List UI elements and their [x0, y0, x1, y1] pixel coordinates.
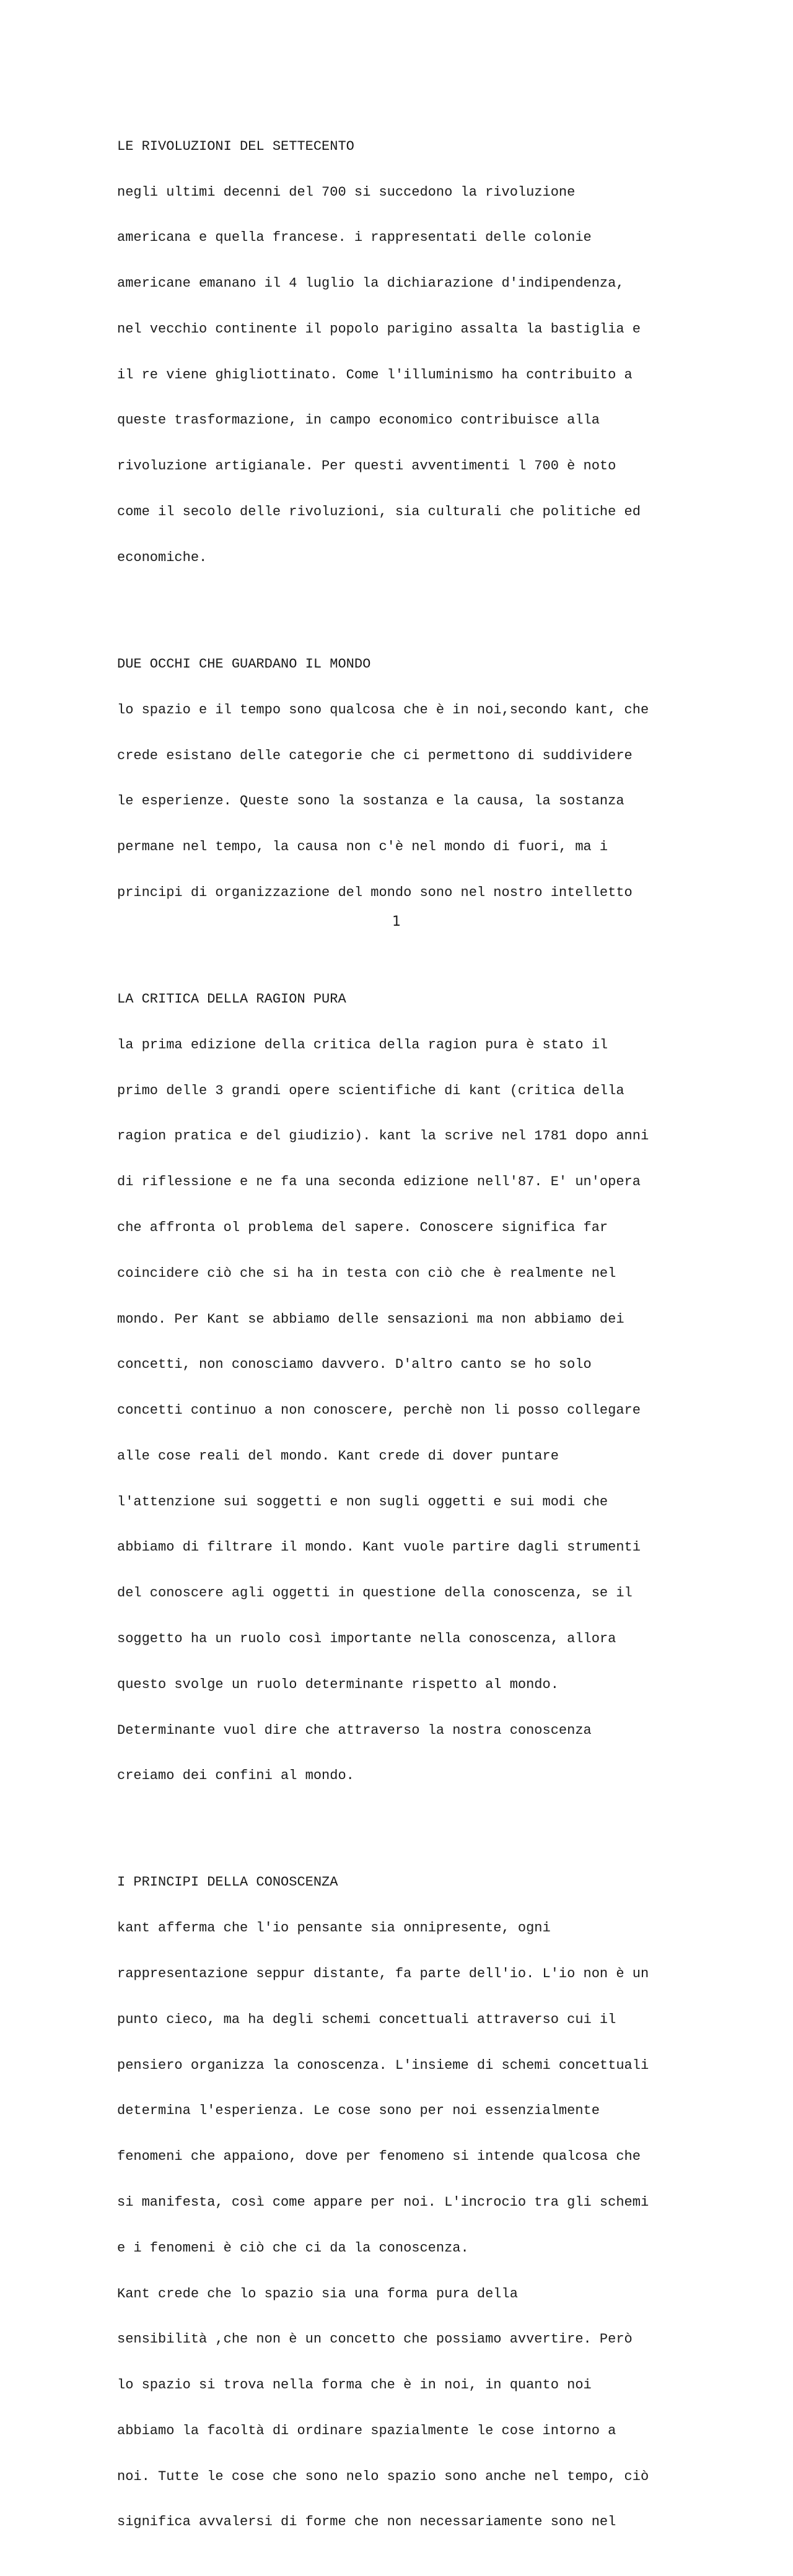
text-line: determina l'esperienza. Le cose sono per noi essenzialmente — [117, 2103, 600, 2119]
paragraph-spacer — [117, 931, 737, 947]
text-line: rivoluzione artigianale. Per questi avventimenti l 700 è noto — [117, 458, 616, 474]
text-line: principi di organizzazione del mondo sono nel nostro intelletto — [117, 884, 633, 900]
section-heading: DUE OCCHI CHE GUARDANO IL MONDO — [117, 656, 371, 672]
text-line: le esperienze. Queste sono la sostanza e la causa, la sostanza — [117, 793, 624, 809]
text-line: queste trasformazione, in campo economico contribuisce alla — [117, 412, 600, 429]
text-line: abbiamo la facoltà di ordinare spazialmente le cose intorno a — [117, 2422, 616, 2439]
text-line: Determinante vuol dire che attraverso la nostra conoscenza — [117, 1722, 592, 1738]
text-line: l'attenzione sui soggetti e non sugli oggetti e sui modi che — [117, 1494, 608, 1510]
text-line: concetti continuo a non conoscere, perchè non li posso collegare — [117, 1403, 641, 1419]
page-number: 1 — [392, 914, 401, 929]
text-line: la prima edizione della critica della ragion pura è stato il — [117, 1037, 608, 1053]
text-line: significa avvalersi di forme che non necessariamente sono nel — [117, 2514, 616, 2530]
section-heading: I PRINCIPI DELLA CONOSCENZA — [117, 1874, 338, 1891]
text-line: il re viene ghigliottinato. Come l'illuminismo ha contribuito a — [117, 367, 633, 383]
text-line: ragion pratica e del giudizio). kant la scrive nel 1781 dopo anni — [117, 1128, 649, 1144]
text-line: americana e quella francese. i rappresentati delle colonie — [117, 230, 592, 246]
text-line: pensiero organizza la conoscenza. L'insieme di schemi concettuali — [117, 2057, 649, 2073]
text-line: noi. Tutte le cose che sono nelo spazio sono anche nel tempo, ciò — [117, 2468, 649, 2484]
text-line: sensibilità ,che non è un concetto che possiamo avvertire. Però — [117, 2331, 633, 2348]
text-line: questo svolge un ruolo determinante rispetto al mondo. — [117, 1676, 559, 1692]
text-line: lo spazio si trova nella forma che è in noi, in quanto noi — [117, 2377, 592, 2393]
text-line: soggetto ha un ruolo così importante nella conoscenza, allora — [117, 1630, 616, 1647]
text-line: abbiamo di filtrare il mondo. Kant vuole partire dagli strumenti — [117, 1539, 641, 1556]
text-line: concetti, non conosciamo davvero. D'altro canto se ho solo — [117, 1357, 592, 1373]
text-line: economiche. — [117, 549, 208, 565]
paragraph-spacer — [117, 596, 737, 612]
text-line: si manifesta, così come appare per noi. L'incrocio tra gli schemi — [117, 2194, 649, 2210]
text-line: creiamo dei confini al mondo. — [117, 1768, 354, 1784]
text-line: nel vecchio continente il popolo parigino assalta la bastiglia e — [117, 321, 641, 337]
section-heading: LA CRITICA DELLA RAGION PURA — [117, 991, 346, 1007]
text-line: punto cieco, ma ha degli schemi concettuali attraverso cui il — [117, 2011, 616, 2027]
text-line: fenomeni che appaiono, dove per fenomeno si intende qualcosa che — [117, 2149, 641, 2165]
text-line: primo delle 3 grandi opere scientifiche di kant (critica della — [117, 1082, 624, 1099]
text-line: che affronta ol problema del sapere. Conoscere significa far — [117, 1219, 608, 1235]
text-line: coincidere ciò che si ha in testa con ciò che è realmente nel — [117, 1265, 616, 1281]
paragraph-spacer — [117, 1814, 737, 1830]
text-line: negli ultimi decenni del 700 si succedono la rivoluzione — [117, 184, 576, 200]
text-line: americane emanano il 4 luglio la dichiarazione d'indipendenza, — [117, 276, 624, 292]
text-line: alle cose reali del mondo. Kant crede di dover puntare — [117, 1448, 559, 1464]
section-heading: LE RIVOLUZIONI DEL SETTECENTO — [117, 138, 354, 154]
text-line: del conoscere agli oggetti in questione della conoscenza, se il — [117, 1585, 633, 1601]
text-line: e i fenomeni è ciò che ci da la conoscenza. — [117, 2240, 469, 2256]
text-line: Kant crede che lo spazio sia una forma pura della — [117, 2286, 518, 2302]
text-line: permane nel tempo, la causa non c'è nel mondo di fuori, ma i — [117, 839, 608, 855]
text-line: come il secolo delle rivoluzioni, sia culturali che politiche ed — [117, 504, 641, 520]
text-line: di riflessione e ne fa una seconda edizione nell'87. E' un'opera — [117, 1174, 641, 1190]
text-line: lo spazio e il tempo sono qualcosa che è in noi,secondo kant, che — [117, 702, 649, 718]
text-line: mondo. Per Kant se abbiamo delle sensazioni ma non abbiamo dei — [117, 1311, 624, 1327]
document-body — [117, 94, 737, 2576]
text-line: kant afferma che l'io pensante sia onnipresente, ogni — [117, 1920, 551, 1936]
text-line: rappresentazione seppur distante, fa parte dell'io. L'io non è un — [117, 1966, 649, 1982]
text-line: crede esistano delle categorie che ci permettono di suddividere — [117, 747, 633, 764]
